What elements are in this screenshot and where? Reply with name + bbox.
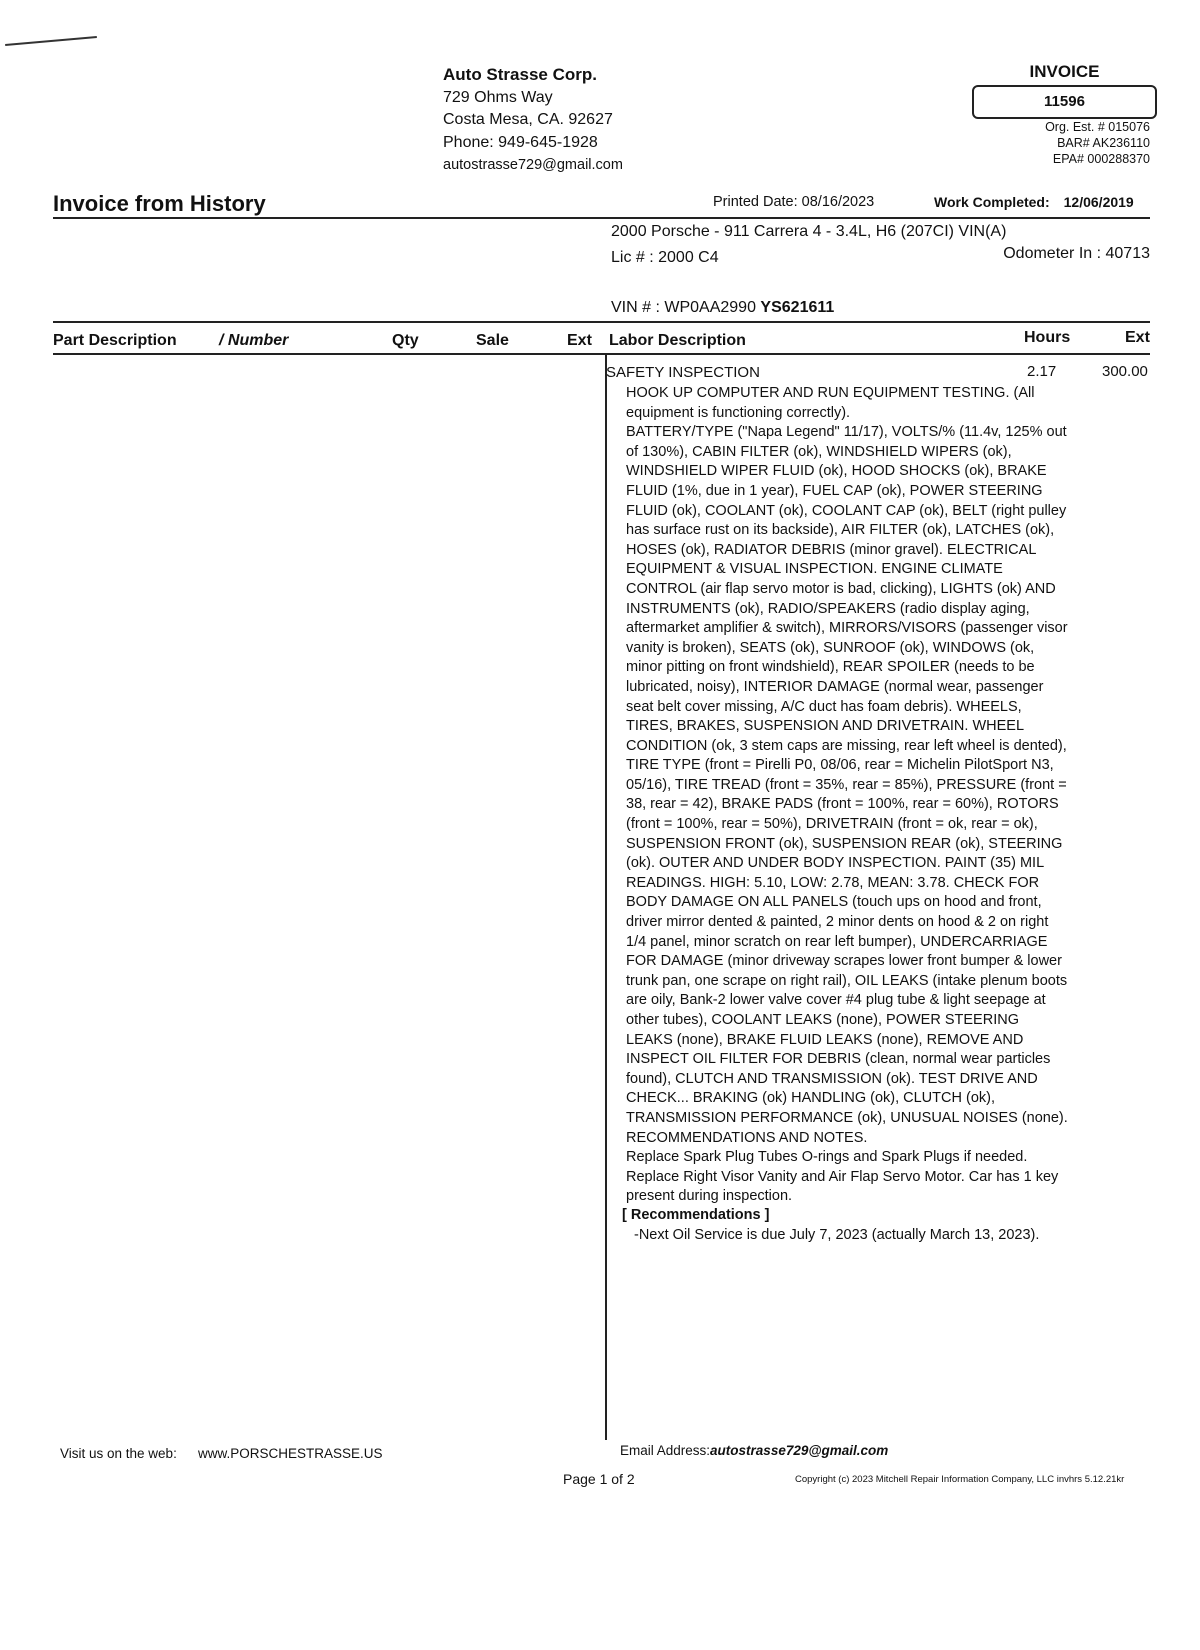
page-title: Invoice from History bbox=[53, 191, 266, 216]
labor-line: (ok). OUTER AND UNDER BODY INSPECTION. PAINT (35) MIL bbox=[626, 855, 1045, 872]
labor-line: SUSPENSION FRONT (ok), SUSPENSION REAR (ok), STEERING bbox=[626, 835, 1063, 852]
website-link[interactable]: www.PORSCHESTRASSE.US bbox=[198, 1446, 383, 1461]
org-est: Org. Est. # 015076 bbox=[1045, 120, 1150, 134]
labor-hours: 2.17 bbox=[1027, 363, 1057, 380]
labor-line: INSPECT OIL FILTER FOR DEBRIS (clean, normal wear particles bbox=[626, 1051, 1051, 1068]
labor-line: HOSES (ok), RADIATOR DEBRIS (minor gravel). ELECTRICAL bbox=[626, 541, 1037, 558]
labor-ext: 300.00 bbox=[1102, 363, 1148, 380]
labor-line: INSTRUMENTS (ok), RADIO/SPEAKERS (radio display aging, bbox=[626, 600, 1030, 617]
labor-line: 38, rear = 42), BRAKE PADS (front = 100%, rear = 60%), ROTORS bbox=[626, 796, 1059, 813]
labor-line: aftermarket amplifier & switch), MIRRORS/VISORS (passenger visor bbox=[626, 620, 1068, 637]
col-number: / Number bbox=[219, 332, 289, 349]
header-divider bbox=[53, 217, 1150, 219]
col-qty: Qty bbox=[392, 332, 419, 349]
labor-line: TRANSMISSION PERFORMANCE (ok), UNUSUAL NOISES (none). bbox=[626, 1109, 1068, 1126]
printed-date: Printed Date: 08/16/2023 bbox=[713, 194, 875, 210]
col-sale: Sale bbox=[476, 332, 509, 349]
labor-line: BODY DAMAGE ON ALL PANELS (touch ups on hood and front, bbox=[626, 894, 1042, 911]
labor-line: lubricated, noisy), INTERIOR DAMAGE (normal wear, passenger bbox=[626, 678, 1044, 695]
labor-line: FLUID (1%, due in 1 year), FUEL CAP (ok), POWER STEERING bbox=[626, 482, 1043, 499]
labor-line: LEAKS (none), BRAKE FLUID LEAKS (none), REMOVE AND bbox=[626, 1031, 1024, 1048]
col-part-description: Part Description bbox=[53, 332, 177, 349]
labor-line: HOOK UP COMPUTER AND RUN EQUIPMENT TESTING. (All bbox=[626, 385, 1035, 401]
vehicle-description: 2000 Porsche - 911 Carrera 4 - 3.4L, H6 (207CI) VIN(A) bbox=[611, 223, 1007, 240]
labor-line: are oily, Bank-2 lower valve cover #4 plug tube & light seepage at bbox=[626, 992, 1046, 1009]
vin-prefix: VIN # : WP0AA2990 bbox=[611, 299, 756, 316]
work-completed-date: 12/06/2019 bbox=[1063, 194, 1134, 210]
vin-number bbox=[611, 299, 834, 317]
labor-line: RECOMMENDATIONS AND NOTES. bbox=[626, 1129, 868, 1146]
labor-line: CHECK... BRAKING (ok) HANDLING (ok), CLUTCH (ok), bbox=[626, 1090, 995, 1107]
column-divider bbox=[605, 355, 607, 1440]
labor-line: TIRES, BRAKES, SUSPENSION AND DRIVETRAIN. WHEEL bbox=[626, 718, 1025, 735]
labor-name: SAFETY INSPECTION bbox=[606, 364, 760, 381]
labor-line: EQUIPMENT & VISUAL INSPECTION. ENGINE CLIMATE bbox=[626, 561, 1003, 578]
work-completed-label: Work Completed: bbox=[934, 194, 1050, 210]
website-label: Visit us on the web: bbox=[60, 1446, 177, 1461]
copyright: Copyright (c) 2023 Mitchell Repair Information Company, LLC invhrs 5.12.21kr bbox=[795, 1474, 1125, 1485]
labor-line: trunk pan, one scrape on right rail), OIL LEAKS (intake plenum boots bbox=[626, 972, 1068, 989]
labor-line: CONDITION (ok, 3 stem caps are missing, rear left wheel is dented), bbox=[626, 737, 1067, 754]
recommendation-text: -Next Oil Service is due July 7, 2023 (actually March 13, 2023). bbox=[634, 1227, 1040, 1243]
company-block bbox=[443, 64, 623, 177]
col-labor-ext: Ext bbox=[1125, 329, 1150, 346]
col-ext: Ext bbox=[567, 332, 592, 349]
table-top-rule bbox=[53, 321, 1150, 323]
labor-line: minor pitting on front windshield), REAR SPOILER (needs to be bbox=[626, 659, 1035, 676]
email-label: Email Address: bbox=[620, 1443, 711, 1458]
col-hours: Hours bbox=[1024, 329, 1071, 346]
labor-line: FLUID (ok), COOLANT (ok), COOLANT CAP (ok), BELT (right pulley bbox=[626, 502, 1067, 519]
labor-line: READINGS. HIGH: 5.10, LOW: 2.78, MEAN: 3.78. CHECK FOR bbox=[626, 874, 1040, 891]
license-number: Lic # : 2000 C4 bbox=[611, 249, 719, 266]
col-labor-description: Labor Description bbox=[609, 332, 746, 349]
company-city: Costa Mesa, CA. 92627 bbox=[443, 111, 613, 128]
labor-line: Replace Spark Plug Tubes O-rings and Spark Plugs if needed. bbox=[626, 1149, 1028, 1166]
company-email: autostrasse729@gmail.com bbox=[443, 157, 623, 173]
labor-line: vanity is broken), SEATS (ok), SUNROOF (ok), WINDOWS (ok, bbox=[626, 639, 1035, 656]
email-link[interactable]: autostrasse729@gmail.com bbox=[710, 1443, 889, 1458]
pen-mark bbox=[5, 36, 97, 46]
table-header-rule bbox=[53, 353, 1150, 355]
labor-line: driver mirror dented & painted, 2 minor dents on hood & 2 on right bbox=[626, 914, 1049, 931]
labor-line: CONTROL (air flap servo motor is bad, clicking), LIGHTS (ok) AND bbox=[626, 580, 1056, 597]
labor-line: WINDSHIELD WIPER FLUID (ok), HOOD SHOCKS (ok), BRAKE bbox=[626, 463, 1047, 480]
labor-line: of 130%), CABIN FILTER (ok), WINDSHIELD WIPERS (ok), bbox=[626, 443, 1012, 460]
labor-line: FOR DAMAGE (minor driveway scrapes lower front bumper & lower bbox=[626, 953, 1062, 970]
invoice-number: 11596 bbox=[972, 85, 1157, 119]
labor-line: seat belt cover missing, A/C duct has foam debris). WHEELS, bbox=[626, 698, 1022, 715]
bar-number: BAR# AK236110 bbox=[1057, 136, 1150, 150]
company-phone: Phone: 949-645-1928 bbox=[443, 133, 598, 151]
invoice-label: INVOICE bbox=[1029, 62, 1100, 81]
registration-ids bbox=[1045, 119, 1150, 167]
labor-line: has surface rust on its backside), AIR FILTER (ok), LATCHES (ok), bbox=[626, 522, 1055, 539]
odometer-in: Odometer In : 40713 bbox=[1003, 245, 1150, 262]
recommendations-heading: [ Recommendations ] bbox=[622, 1207, 770, 1223]
page-number: Page 1 of 2 bbox=[563, 1471, 635, 1487]
labor-line: found), CLUTCH AND TRANSMISSION (ok). TEST DRIVE AND bbox=[626, 1070, 1038, 1087]
company-street: 729 Ohms Way bbox=[443, 88, 553, 106]
labor-line: TIRE TYPE (front = Pirelli P0, 08/06, rear = Michelin PilotSport N3, bbox=[626, 757, 1054, 774]
vin-suffix: YS621611 bbox=[760, 299, 835, 316]
labor-line: BATTERY/TYPE ("Napa Legend" 11/17), VOLTS/% (11.4v, 125% out bbox=[626, 424, 1067, 441]
footer-email bbox=[620, 1443, 888, 1458]
labor-line: other tubes), COOLANT LEAKS (none), POWER STEERING bbox=[626, 1012, 1019, 1028]
invoice-number-block bbox=[972, 62, 1157, 119]
epa-number: EPA# 000288370 bbox=[1052, 152, 1150, 166]
labor-description-text bbox=[626, 384, 1101, 1207]
labor-line: (front = 100%, rear = 50%), DRIVETRAIN (front = ok, rear = ok), bbox=[626, 816, 1038, 833]
labor-line: 05/16), TIRE TREAD (front = 35%, rear = 85%), PRESSURE (front = bbox=[626, 776, 1067, 793]
work-completed bbox=[934, 194, 1134, 210]
labor-line: equipment is functioning correctly). bbox=[626, 404, 851, 421]
labor-line: 1/4 panel, minor scratch on rear left bumper), UNDERCARRIAGE bbox=[626, 933, 1048, 950]
labor-line: present during inspection. bbox=[626, 1188, 793, 1205]
labor-line: Replace Right Visor Vanity and Air Flap Servo Motor. Car has 1 key bbox=[626, 1168, 1059, 1185]
company-name: Auto Strasse Corp. bbox=[443, 65, 597, 84]
